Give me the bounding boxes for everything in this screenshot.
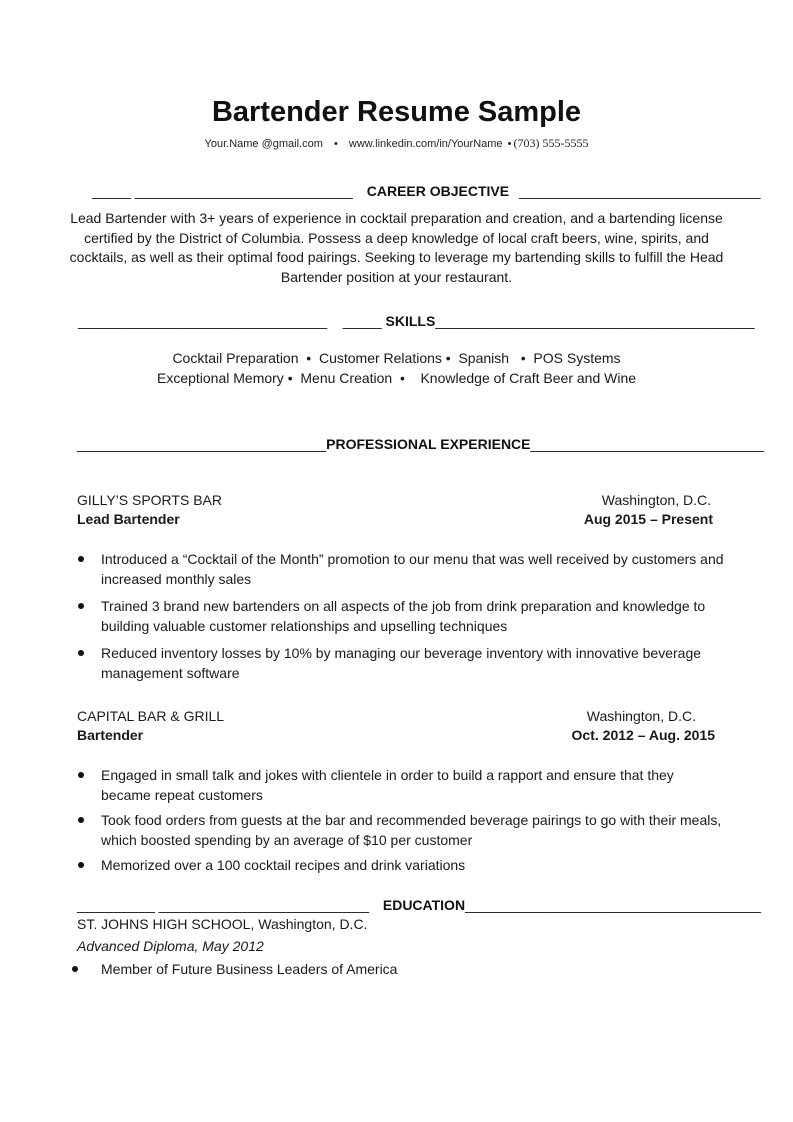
- linkedin-text: www.linkedin.com/in/YourName: [348, 138, 503, 150]
- heading-rule-left: ________________________________: [77, 436, 327, 452]
- separator-dot: •: [333, 138, 338, 150]
- resume-title: Bartender Resume Sample: [211, 96, 582, 128]
- email-text: Your.Name @gmail.com: [204, 138, 323, 150]
- job-title: Bartender: [77, 727, 144, 743]
- bullet-icon: [72, 966, 78, 972]
- heading-rule-left: _____ ____________________________: [92, 183, 353, 199]
- heading-rule-right: _______________________________: [518, 183, 761, 199]
- heading-text: EDUCATION: [382, 897, 466, 913]
- job-dates: Oct. 2012 – Aug. 2015: [571, 727, 715, 743]
- school-name: ST. JOHNS HIGH SCHOOL, Washington, D.C.: [77, 916, 368, 932]
- bullet-icon: [78, 862, 84, 868]
- list-item: Member of Future Business Leaders of America: [71, 959, 721, 979]
- degree-text: Advanced Diploma, May 2012: [77, 938, 264, 954]
- skills-heading: [78, 313, 755, 329]
- job-location: Washington, D.C.: [601, 492, 711, 508]
- heading-text: SKILLS: [385, 313, 436, 329]
- skills-list-line-2: Exceptional Memory • Menu Creation • Knowledge of Craft Beer and Wine: [156, 370, 637, 386]
- separator-dot: •: [507, 138, 512, 150]
- heading-rule-left: ________________________________ _____: [78, 313, 386, 329]
- education-bullet-list: [71, 959, 721, 979]
- heading-rule-right: ______________________________: [530, 436, 765, 452]
- education-heading: [77, 897, 761, 913]
- heading-rule-right: ______________________________________: [465, 897, 761, 913]
- contact-line: [0, 136, 793, 151]
- heading-text: CAREER OBJECTIVE: [366, 183, 510, 199]
- bullet-icon: [78, 556, 84, 562]
- bullet-icon: [78, 603, 84, 609]
- job-bullet-list: [77, 549, 727, 683]
- career-objective-text: Lead Bartender with 3+ years of experience in cocktail preparation and creation, and a bartending license certified by the District of Columbia. Possess a deep knowledge of local craft beers, wine, spirits, and cocktails, as well as their optimal food pairings. Seeking to leverage my bartending skills to fulfill the Head Bartender position at your restaurant.: [69, 210, 724, 285]
- job-bullet-list: [77, 765, 727, 875]
- list-item: Reduced inventory losses by 10% by managing our beverage inventory with innovative beverage management software: [77, 643, 727, 683]
- career-objective-heading: [92, 183, 760, 199]
- heading-rule-right: _________________________________________: [435, 313, 755, 329]
- experience-heading: [77, 436, 764, 452]
- job-location: Washington, D.C.: [586, 708, 696, 724]
- bullet-icon: [78, 650, 84, 656]
- skills-list-line-1: Cocktail Preparation • Customer Relations • Spanish • POS Systems: [172, 350, 621, 366]
- job-company: CAPITAL BAR & GRILL: [77, 708, 225, 724]
- phone-text: (703) 555-5555: [513, 136, 589, 150]
- list-item: Introduced a “Cocktail of the Month” promotion to our menu that was well received by customers and increased monthly sales: [77, 549, 727, 589]
- heading-rule-left: __________ ___________________________: [77, 897, 369, 913]
- bullet-icon: [78, 772, 84, 778]
- job-dates: Aug 2015 – Present: [583, 511, 713, 527]
- list-item: Took food orders from guests at the bar and recommended beverage pairings to go with their meals, which boosted spending by an average of $10 per customer: [77, 810, 727, 850]
- list-item: Memorized over a 100 cocktail recipes and drink variations: [77, 855, 727, 875]
- bullet-icon: [78, 817, 84, 823]
- job-company: GILLY’S SPORTS BAR: [77, 492, 222, 508]
- heading-text: PROFESSIONAL EXPERIENCE: [326, 436, 531, 452]
- list-item: Engaged in small talk and jokes with clientele in order to build a rapport and ensure that they became repeat customers: [77, 765, 727, 805]
- list-item: Trained 3 brand new bartenders on all aspects of the job from drink preparation and knowledge to building valuable customer relationships and upselling techniques: [77, 596, 727, 636]
- job-title: Lead Bartender: [77, 511, 180, 527]
